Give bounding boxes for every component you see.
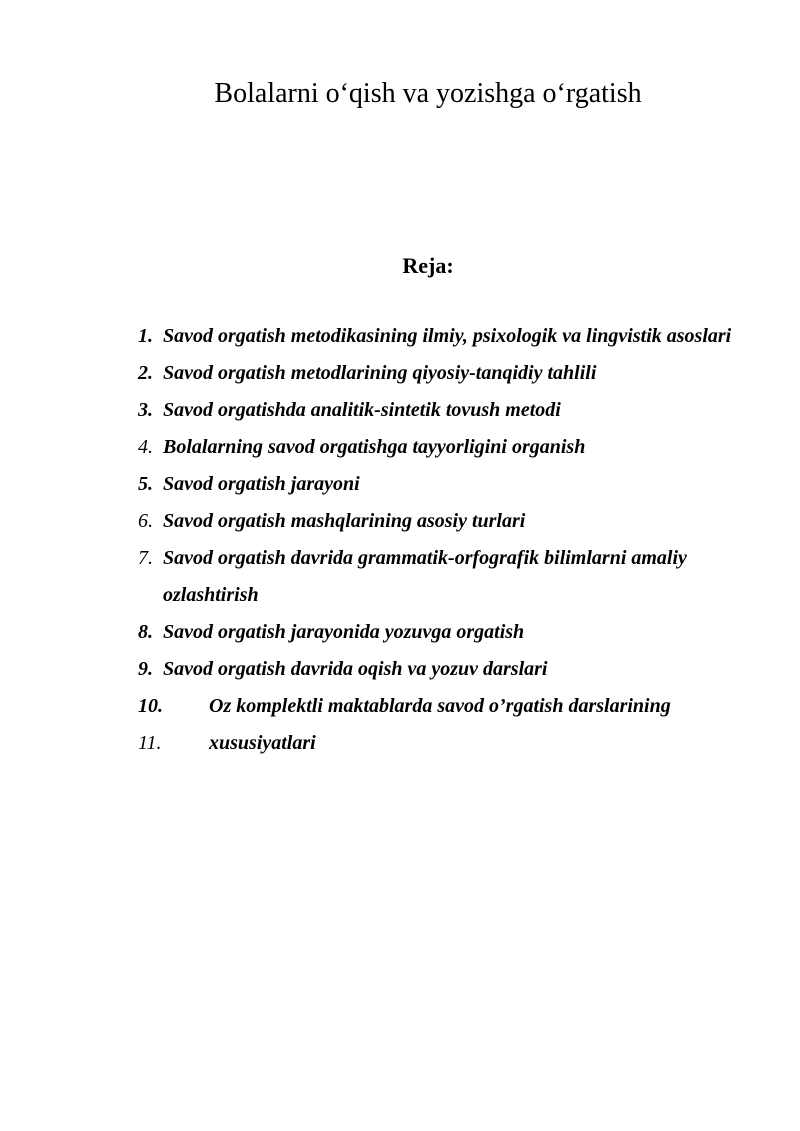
- plan-item-text: Oz komplektli maktablarda savod o’rgatish darslarining: [209, 695, 671, 717]
- plan-item-11: [138, 725, 738, 762]
- plan-item-2: [138, 355, 738, 392]
- plan-item-number: 8.: [138, 621, 153, 643]
- plan-item-text: xususiyatlari: [209, 732, 316, 754]
- plan-item-number: 9.: [138, 658, 153, 680]
- document-title: Bolalarni o‘qish va yozishga o‘rgatish: [214, 78, 642, 109]
- plan-item-number: 10.: [138, 695, 163, 717]
- plan-item-text: Savod orgatish davrida grammatik-orfografik bilimlarni amaliy ozlashtirish: [163, 547, 687, 606]
- plan-item-4: [138, 429, 738, 466]
- plan-item-text: Savod orgatish metodlarining qiyosiy-tanqidiy tahlili: [163, 362, 597, 384]
- plan-item-5: [138, 466, 738, 503]
- plan-item-3: [138, 392, 738, 429]
- plan-item-text: Savod orgatish metodikasining ilmiy, psixologik va lingvistik asoslari: [163, 325, 732, 347]
- plan-item-number: 1.: [138, 325, 153, 347]
- plan-item-6: [138, 503, 738, 540]
- plan-item-number: 4.: [138, 436, 153, 458]
- plan-item-10: [138, 688, 738, 725]
- plan-item-number: 11.: [138, 732, 162, 754]
- plan-item-text: Savod orgatishda analitik-sintetik tovush metodi: [163, 399, 561, 421]
- plan-item-number: 2.: [138, 362, 153, 384]
- plan-list: [138, 318, 738, 762]
- plan-item-1: [138, 318, 738, 355]
- plan-item-number: 7.: [138, 547, 153, 569]
- plan-item-text: Savod orgatish jarayoni: [163, 473, 360, 495]
- plan-item-text: Bolalarning savod orgatishga tayyorligini organish: [163, 436, 586, 458]
- plan-item-7: [138, 540, 738, 614]
- plan-item-number: 3.: [138, 399, 153, 421]
- plan-item-number: 6.: [138, 510, 153, 532]
- plan-item-text: Savod orgatish jarayonida yozuvga orgatish: [163, 621, 525, 643]
- plan-item-text: Savod orgatish davrida oqish va yozuv darslari: [163, 658, 548, 680]
- plan-item-8: [138, 614, 738, 651]
- plan-item-text: Savod orgatish mashqlarining asosiy turlari: [163, 510, 526, 532]
- plan-heading: Reja:: [402, 253, 454, 278]
- plan-item-number: 5.: [138, 473, 153, 495]
- plan-item-9: [138, 651, 738, 688]
